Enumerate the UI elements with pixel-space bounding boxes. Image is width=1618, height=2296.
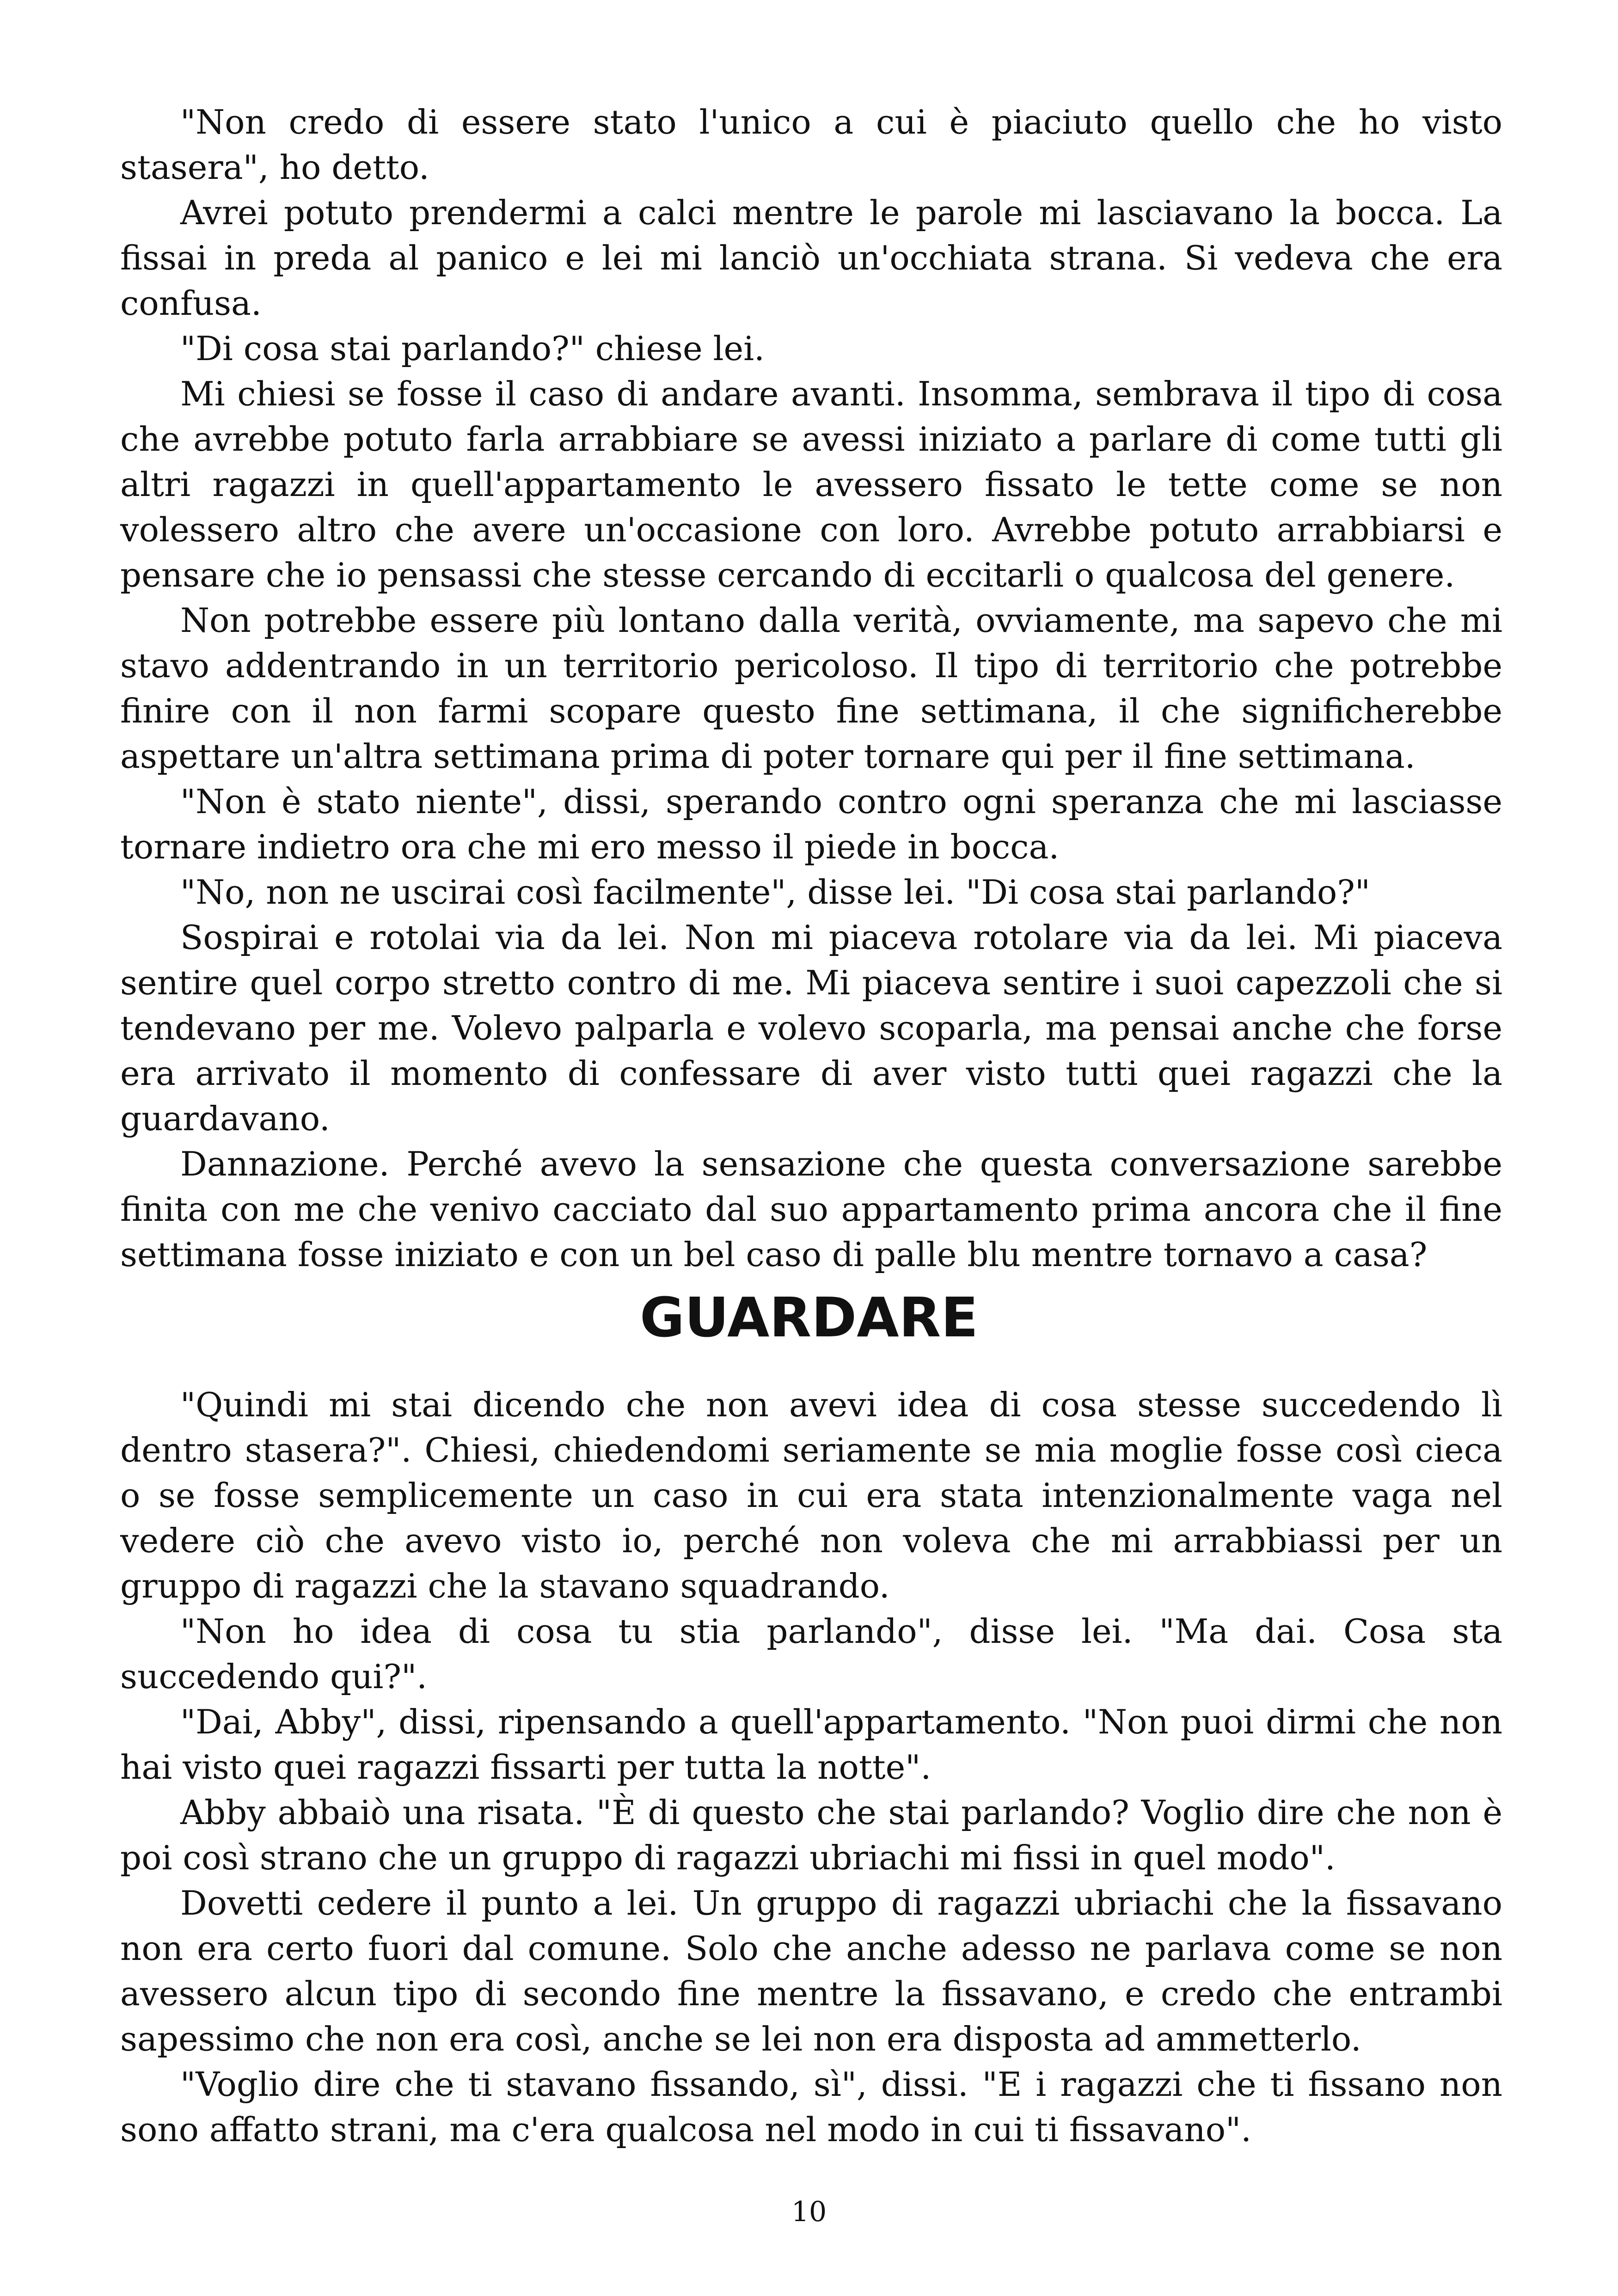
paragraph: "Voglio dire che ti stavano fissando, sì", dissi. "E i ragazzi che ti fissano non sono affatto strani, ma c'era qualcosa nel modo in cui ti fissavano". — [120, 2065, 1502, 2149]
paragraph: Mi chiesi se fosse il caso di andare avanti. Insomma, sembrava il tipo di cosa che avrebbe potuto farla arrabbiare se avessi iniziato a parlare di come tutti gli altri ragazzi in quell'appartamento le avessero fissato le tette come se non volessero altro che avere un'occasione con loro. Avrebbe potuto arrabbiarsi e pensare che io pensassi che stesse cercando di eccitarli o qualcosa del genere. — [120, 374, 1502, 594]
paragraph: "Non ho idea di cosa tu stia parlando", disse lei. "Ma dai. Cosa sta succedendo qui?". — [120, 1612, 1502, 1696]
paragraph: Avrei potuto prendermi a calci mentre le parole mi lasciavano la bocca. La fissai in preda al panico e lei mi lanciò un'occhiata strana. Si vedeva che era confusa. — [120, 193, 1502, 323]
paragraph: "Quindi mi stai dicendo che non avevi idea di cosa stesse succedendo lì dentro stasera?". Chiesi, chiedendomi seriamente se mia moglie fosse così cieca o se fosse semplicemente un caso in cui era stata intenzionalmente vaga nel vedere ciò che avevo visto io, perché non voleva che mi arrabbiassi per un gruppo di ragazzi che la stavano squadrando. — [120, 1385, 1502, 1605]
paragraph: "Di cosa stai parlando?" chiese lei. — [180, 329, 765, 368]
paragraph: Dannazione. Perché avevo la sensazione che questa conversazione sarebbe finita con me che venivo cacciato dal suo appartamento prima ancora che il fine settimana fosse iniziato e con un bel caso di palle blu mentre tornavo a casa? — [120, 1145, 1502, 1274]
text-section-bottom — [120, 1382, 1502, 2152]
paragraph: Abby abbaiò una risata. "È di questo che stai parlando? Voglio dire che non è poi così strano che un gruppo di ragazzi ubriachi mi fissi in quel modo". — [120, 1793, 1502, 1877]
paragraph: Non potrebbe essere più lontano dalla verità, ovviamente, ma sapevo che mi stavo addentrando in un territorio pericoloso. Il tipo di territorio che potrebbe finire con il non farmi scopare questo fine settimana, il che significherebbe aspettare un'altra settimana prima di poter tornare qui per il fine settimana. — [120, 601, 1502, 776]
paragraph: Dovetti cedere il punto a lei. Un gruppo di ragazzi ubriachi che la fissavano non era certo fuori dal comune. Solo che anche adesso ne parlava come se non avessero alcun tipo di secondo fine mentre la fissavano, e credo che entrambi sapessimo che non era così, anche se lei non era disposta ad ammetterlo. — [120, 1884, 1502, 2058]
paragraph: "Non è stato niente", dissi, sperando contro ogni speranza che mi lasciasse tornare indietro ora che mi ero messo il piede in bocca. — [120, 782, 1502, 866]
paragraph: Sospirai e rotolai via da lei. Non mi piaceva rotolare via da lei. Mi piaceva sentire quel corpo stretto contro di me. Mi piaceva sentire i suoi capezzoli che si tendevano per me. Volevo palparla e volevo scoparla, ma pensai anche che forse era arrivato il momento di confessare di aver visto tutti quei ragazzi che la guardavano. — [120, 918, 1502, 1138]
paragraph: "Non credo di essere stato l'unico a cui è piaciuto quello che ho visto stasera", ho detto. — [120, 103, 1502, 187]
chapter-title: GUARDARE — [640, 1286, 978, 1349]
text-section-top — [120, 99, 1502, 1277]
paragraph: "Dai, Abby", dissi, ripensando a quell'appartamento. "Non puoi dirmi che non hai visto quei ragazzi fissarti per tutta la notte". — [120, 1702, 1502, 1787]
page-number: 10 — [791, 2196, 827, 2228]
paragraph: "No, non ne uscirai così facilmente", disse lei. "Di cosa stai parlando?" — [180, 873, 1370, 912]
